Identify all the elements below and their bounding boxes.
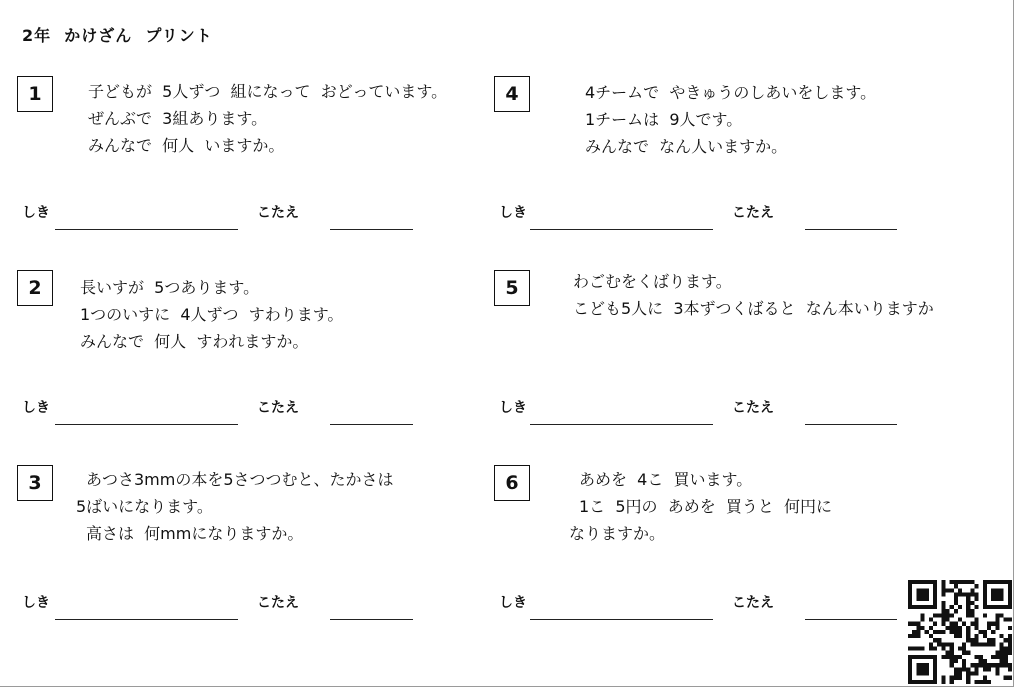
problem-5-kotae-label: こたえ: [732, 400, 774, 416]
problem-6-kotae-label: こたえ: [732, 595, 774, 611]
qr-code-icon: [908, 580, 1012, 684]
problem-2-line-2: 1つのいすに 4人ずつ すわります。: [80, 305, 344, 324]
problem-3-line-2: 5ばいになります。: [76, 497, 213, 516]
worksheet-title: 2年 かけざん プリント: [22, 26, 213, 45]
problem-4-line-2: 1チームは 9人です。: [585, 110, 743, 129]
problem-6-line-1: あめを 4こ 買います。: [579, 470, 753, 489]
problem-3-line-3: 高さは 何mmになりますか。: [86, 524, 304, 543]
problem-3-kotae-label: こたえ: [257, 595, 299, 611]
problem-6-shiki-answer-line[interactable]: [530, 619, 713, 620]
problem-1-line-2: ぜんぶで 3組あります。: [88, 109, 268, 128]
problem-4-kotae-label: こたえ: [732, 205, 774, 221]
problem-1-shiki-answer-line[interactable]: [55, 229, 238, 230]
problem-6-kotae-answer-line[interactable]: [805, 619, 897, 620]
problem-1-kotae-answer-line[interactable]: [330, 229, 413, 230]
problem-2-shiki-answer-line[interactable]: [55, 424, 238, 425]
problem-4-number: 4: [494, 76, 530, 112]
problem-1-number: 1: [17, 76, 53, 112]
problem-4-line-1: 4チームで やきゅうのしあいをします。: [585, 83, 877, 102]
problem-2-number: 2: [17, 270, 53, 306]
problem-5-number: 5: [494, 270, 530, 306]
problem-5-line-2: こども5人に 3本ずつくばると なん本いりますか: [573, 299, 934, 318]
problem-1-line-3: みんなで 何人 いますか。: [88, 136, 285, 155]
problem-4-kotae-answer-line[interactable]: [805, 229, 897, 230]
problem-6-shiki-label: しき: [499, 595, 527, 611]
problem-1-line-1: 子どもが 5人ずつ 組になって おどっています。: [88, 82, 448, 101]
problem-4-shiki-label: しき: [499, 205, 527, 221]
problem-3-number: 3: [17, 465, 53, 501]
problem-1-kotae-label: こたえ: [257, 205, 299, 221]
problem-6-line-2: 1こ 5円の あめを 買うと 何円に: [579, 497, 833, 516]
problem-5-shiki-answer-line[interactable]: [530, 424, 713, 425]
problem-2-kotae-label: こたえ: [257, 400, 299, 416]
problem-5-shiki-label: しき: [499, 400, 527, 416]
problem-3-shiki-label: しき: [22, 595, 50, 611]
problem-4-line-3: みんなで なん人いますか。: [585, 137, 788, 156]
problem-3-shiki-answer-line[interactable]: [55, 619, 238, 620]
problem-1-shiki-label: しき: [22, 205, 50, 221]
problem-2-shiki-label: しき: [22, 400, 50, 416]
problem-3-kotae-answer-line[interactable]: [330, 619, 413, 620]
problem-5-line-1: わごむをくばります。: [573, 272, 732, 291]
problem-4-shiki-answer-line[interactable]: [530, 229, 713, 230]
problem-2-line-3: みんなで 何人 すわれますか。: [80, 332, 309, 351]
problem-6-number: 6: [494, 465, 530, 501]
problem-6-line-3: なりますか。: [569, 524, 666, 543]
problem-2-line-1: 長いすが 5つあります。: [80, 278, 260, 297]
problem-3-line-1: あつさ3mmの本を5さつつむと、たかさは: [86, 470, 394, 489]
problem-5-kotae-answer-line[interactable]: [805, 424, 897, 425]
problem-2-kotae-answer-line[interactable]: [330, 424, 413, 425]
